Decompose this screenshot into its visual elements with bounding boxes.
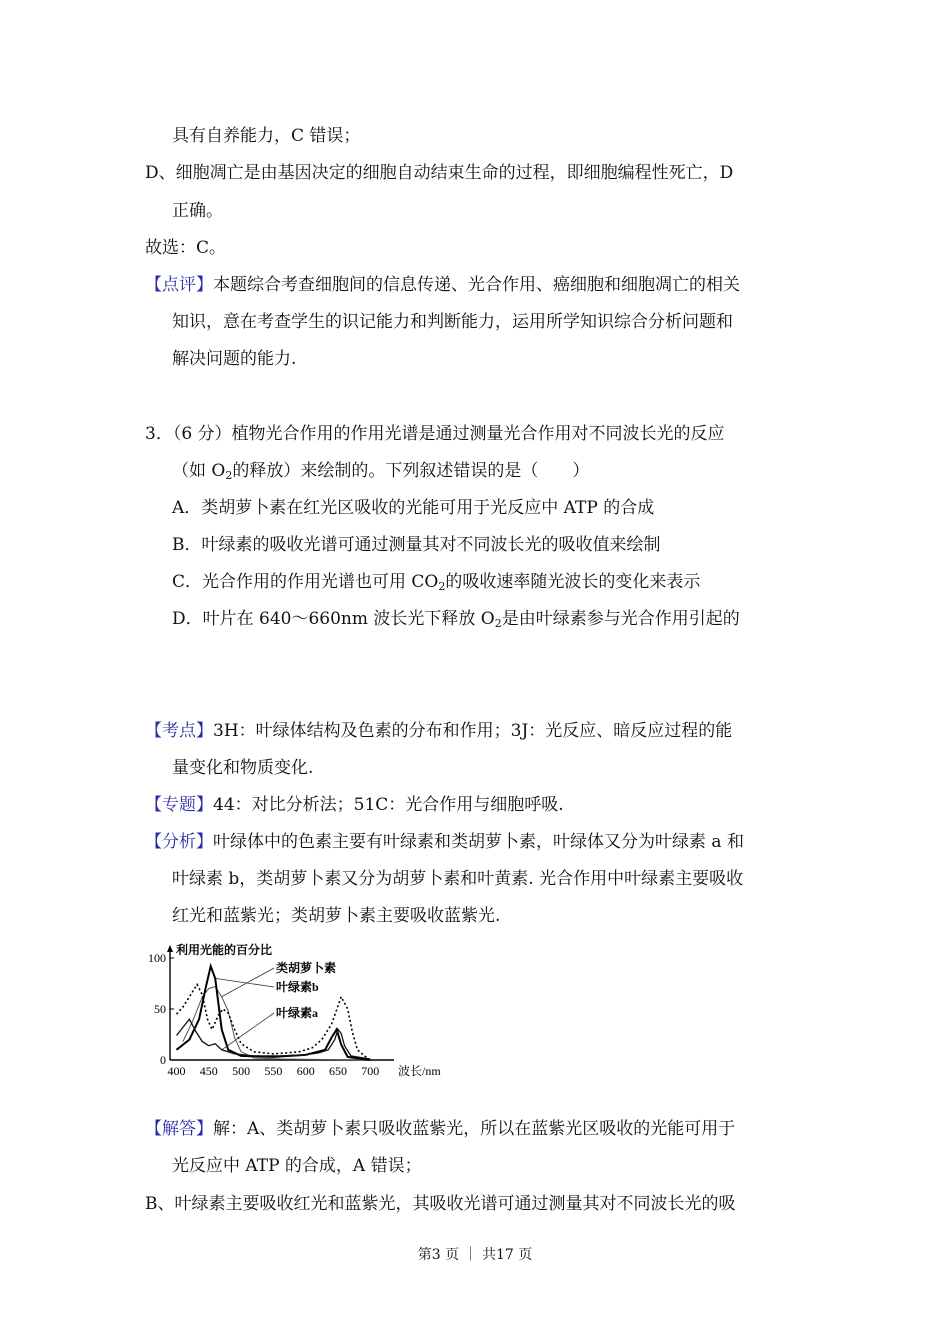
text-line — [145, 162, 733, 184]
text: 叶绿体中的色素主要有叶绿素和类胡萝卜素，叶绿体又分为叶绿素 a 和 — [213, 832, 744, 852]
series-leader-line — [222, 968, 274, 997]
series-label: 叶绿素a — [276, 1006, 319, 1020]
tag-analysis: 【分析】 — [145, 832, 213, 852]
x-tick-label: 550 — [264, 1064, 283, 1078]
text: 光反应中 ATP 的合成，A 错误； — [172, 1156, 422, 1176]
text-line — [172, 348, 296, 370]
analysis — [145, 831, 744, 853]
subscript: 2 — [438, 580, 446, 593]
knowledge-point — [145, 720, 732, 742]
text-line — [172, 200, 223, 222]
text: 3．（6 分）植物光合作用的作用光谱是通过测量光合作用对不同波长光的反应 — [145, 424, 725, 444]
topic — [145, 794, 564, 816]
x-tick-label: 650 — [329, 1064, 347, 1078]
x-tick-label: 400 — [167, 1064, 186, 1078]
solution — [145, 1118, 735, 1140]
text: 的吸收速率随光波长的变化来表示 — [445, 572, 701, 592]
text: A．类胡萝卜素在红光区吸收的光能可用于光反应中 ATP 的合成 — [172, 498, 655, 518]
subscript: 2 — [494, 617, 502, 630]
text: 叶绿素 b，类胡萝卜素又分为胡萝卜素和叶黄素. 光合作用中叶绿素主要吸收 — [172, 869, 744, 889]
text-line — [145, 1193, 736, 1215]
series-label: 叶绿素b — [276, 980, 319, 994]
text-line — [172, 460, 589, 482]
series-line — [177, 1019, 371, 1059]
text: D、细胞凋亡是由基因决定的细胞自动结束生命的过程，即细胞编程性死亡，D — [145, 163, 734, 183]
text: 故选：C。 — [145, 238, 227, 258]
option-b — [172, 534, 661, 556]
option-a — [172, 497, 654, 519]
x-tick-label: 600 — [296, 1064, 315, 1078]
text-line — [172, 905, 500, 927]
text: 知识，意在考查学生的识记能力和判断能力，运用所学知识综合分析问题和 — [172, 312, 733, 332]
tag-knowledge: 【考点】 — [145, 721, 213, 741]
series-leader-line — [215, 978, 274, 987]
tag-solution: 【解答】 — [145, 1119, 213, 1139]
text: B、叶绿素主要吸收红光和蓝紫光，其吸收光谱可通过测量其对不同波长光的吸 — [145, 1194, 736, 1214]
text: 具有自养能力，C 错误； — [172, 126, 361, 146]
y-tick-label: 100 — [148, 951, 166, 965]
text: 本题综合考查细胞间的信息传递、光合作用、癌细胞和细胞凋亡的相关 — [213, 275, 740, 295]
text: 3H：叶绿体结构及色素的分布和作用；3J：光反应、暗反应过程的能 — [213, 721, 733, 741]
text-line — [145, 237, 226, 259]
text: 44：对比分析法；51C：光合作用与细胞呼吸. — [213, 795, 564, 815]
text-line — [172, 311, 733, 333]
x-tick-label: 500 — [232, 1064, 251, 1078]
text-line — [172, 125, 360, 147]
option-d — [172, 608, 740, 630]
text: （如 O — [172, 461, 226, 481]
y-tick-label: 0 — [160, 1053, 166, 1067]
text: C．光合作用的作用光谱也可用 CO — [172, 572, 439, 592]
x-tick-label: 700 — [361, 1064, 380, 1078]
option-c — [172, 571, 700, 593]
tag-comment: 【点评】 — [145, 275, 213, 295]
y-axis-arrow — [167, 945, 173, 952]
x-tick-label: 450 — [199, 1064, 218, 1078]
tag-topic: 【专题】 — [145, 795, 213, 815]
subscript: 2 — [225, 469, 233, 482]
text: D．叶片在 640～660nm 波长光下释放 O — [172, 609, 495, 629]
text-line — [172, 868, 743, 890]
comment-heading — [145, 274, 740, 296]
absorption-spectrum-chart — [138, 940, 468, 1080]
series-line — [177, 985, 368, 1059]
x-axis-label: 波长/nm — [398, 1064, 441, 1078]
text: B．叶绿素的吸收光谱可通过测量其对不同波长光的吸收值来绘制 — [172, 535, 661, 555]
series-label: 类胡萝卜素 — [276, 961, 337, 975]
text: 解决问题的能力. — [172, 349, 297, 369]
text: 红光和蓝紫光；类胡萝卜素主要吸收蓝紫光. — [172, 906, 501, 926]
text-line — [172, 1155, 422, 1177]
text: 的释放）来绘制的。下列叙述错误的是（ ） — [232, 461, 590, 481]
series-line — [183, 987, 370, 1060]
text: 正确。 — [172, 201, 223, 221]
y-tick-label: 50 — [154, 1002, 166, 1016]
page-footer: 第3 页 ｜ 共17 页 — [417, 1247, 533, 1263]
chart-title: 利用光能的百分比 — [176, 943, 273, 957]
text-line — [172, 757, 313, 779]
text: 是由叶绿素参与光合作用引起的 — [501, 609, 740, 629]
question-3 — [145, 423, 725, 445]
text: 量变化和物质变化. — [172, 758, 314, 778]
text: 解：A、类胡萝卜素只吸收蓝紫光，所以在蓝紫光区吸收的光能可用于 — [213, 1119, 736, 1139]
